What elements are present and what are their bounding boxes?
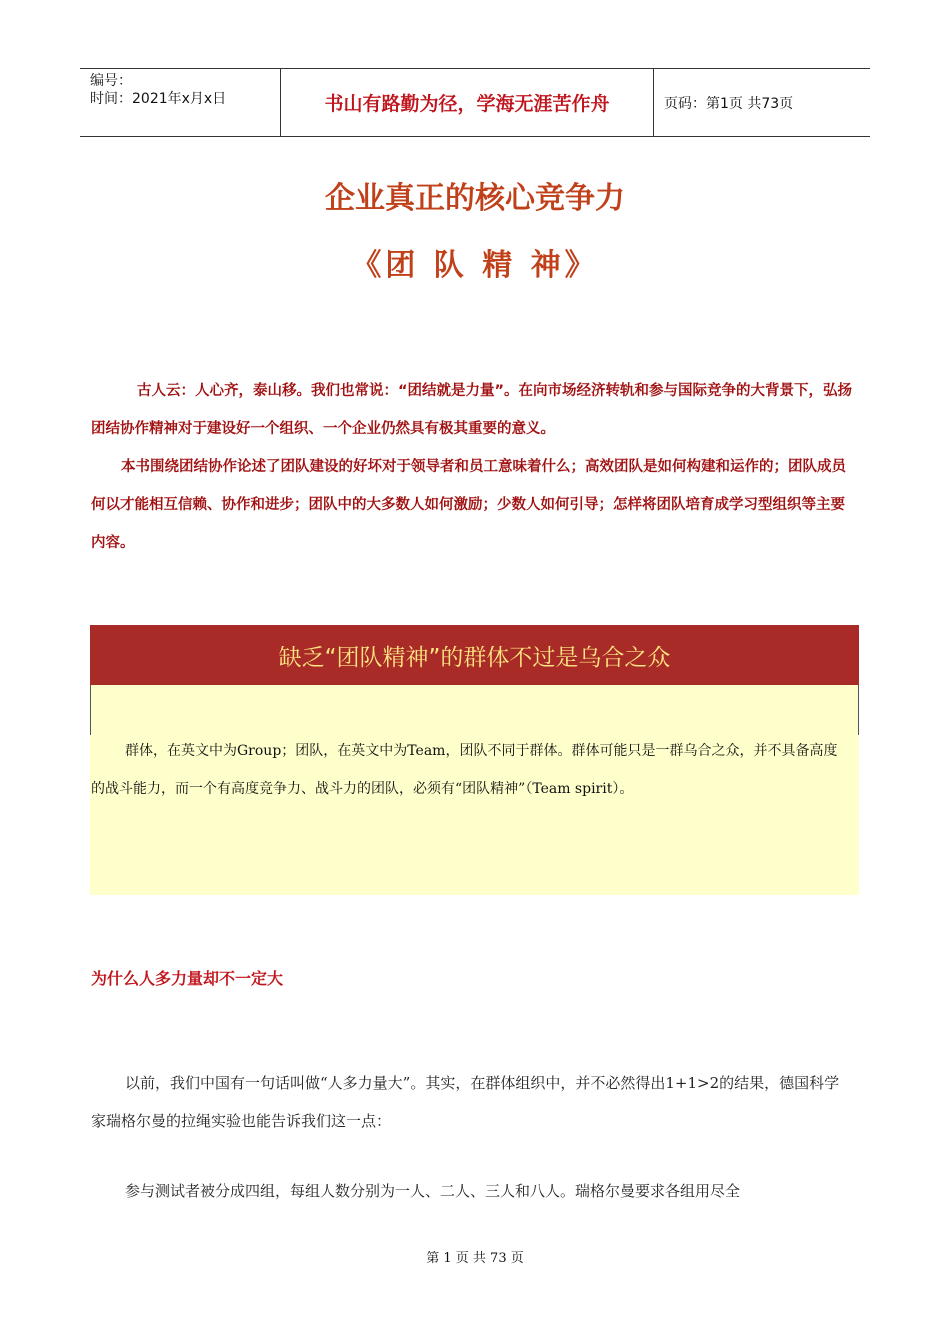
section-banner: 缺乏“团队精神”的群体不过是乌合之众 [90,625,859,685]
section-box-text: 群体，在英文中为Group；团队，在英文中为Team，团队不同于群体。群体可能只是一群乌合之众，并不具备高度的战斗能力，而一个有高度竞争力、战斗力的团队，必须有“团队精神”（Team spirit）。 [91,743,838,797]
header-motto: 书山有路勤为径，学海无涯苦作舟 [281,69,654,136]
number-label: 编号： [90,73,132,89]
body-paragraph-1: 以前，我们中国有一句话叫做“人多力量大”。其实，在群体组织中，并不必然得出1+1>2的结果，德国科学家瑞格尔曼的拉绳实验也能告诉我们这一点： [91,1074,840,1130]
date-label: 时间：2021年x月x日 [90,91,227,107]
document-title: 企业真正的核心竞争力 [325,181,625,216]
section-box-frame [90,685,859,735]
intro-paragraph-1: 古人云：人心齐，泰山移。我们也常说：“团结就是力量”。在向市场经济转轨和参与国际竞争的大背景下，弘扬团结协作精神对于建设好一个组织、一个企业仍然具有极其重要的意义。 [91,383,853,437]
page-footer: 第 1 页 共 73 页 [426,1251,524,1266]
section-subheading: 为什么人多力量却不一定大 [91,969,284,988]
document-header [80,68,870,137]
intro-paragraph-2: 本书围绕团结协作论述了团队建设的好坏对于领导者和员工意味着什么；高效团队是如何构建和运作的；团队成员何以才能相互信赖、协作和进步；团队中的大多数人如何激励；少数人如何引导；怎样将团队培育成学习型组织等主要内容。 [91,459,846,551]
body-paragraph-2: 参与测试者被分成四组，每组人数分别为一人、二人、三人和八人。瑞格尔曼要求各组用尽全 [125,1182,741,1200]
header-meta-cell [80,69,281,136]
document-subtitle: 《团 队 精 神》 [351,248,599,283]
header-page-info: 页码：第1页 共73页 [664,95,794,112]
